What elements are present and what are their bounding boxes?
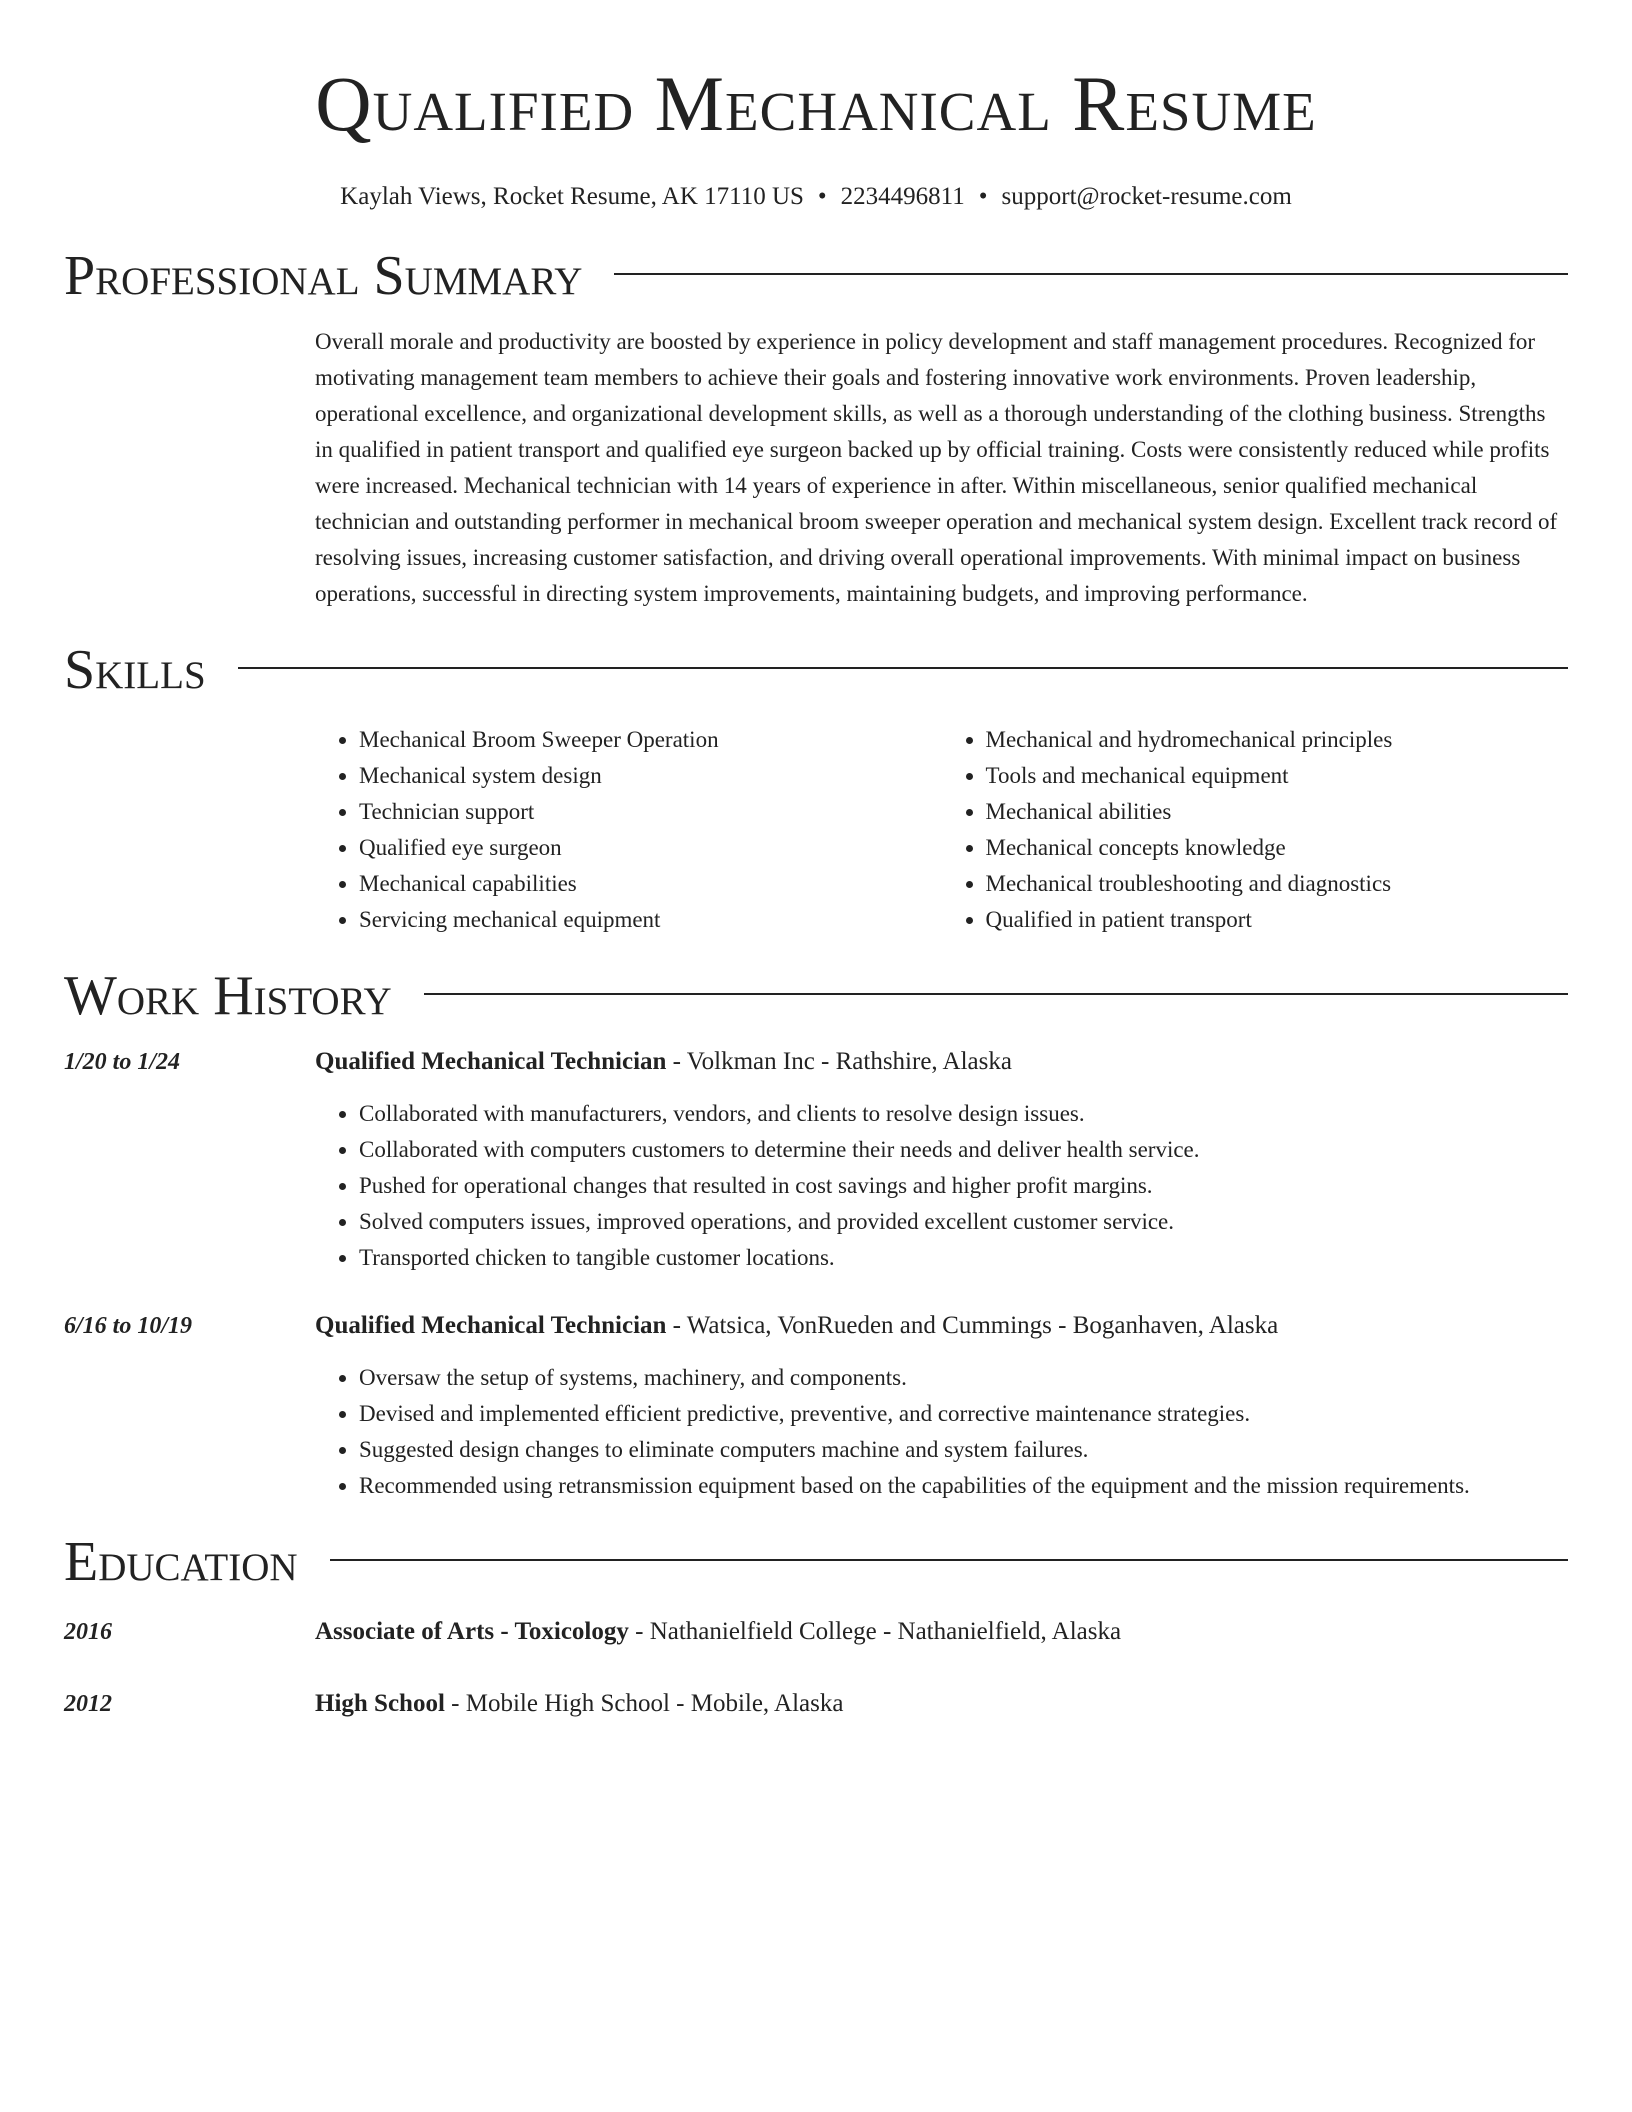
job-bullets — [315, 1360, 1568, 1504]
job-bullet: • Recommended using retransmission equipment based on the capabilities of the equipment and the mission requirements. — [359, 1468, 1568, 1504]
contact-email: support@rocket-resume.com — [1001, 183, 1292, 210]
education-body — [315, 1686, 1568, 1722]
section-divider — [614, 273, 1568, 275]
contact-separator: • — [978, 183, 988, 210]
skill-item: • Mechanical capabilities — [359, 866, 942, 902]
job-entry — [64, 1308, 1568, 1504]
job-title: Qualified Mechanical Technician — [315, 1312, 667, 1339]
section-divider — [238, 667, 1568, 669]
job-body — [315, 1044, 1568, 1276]
summary-section-heading — [64, 246, 1568, 306]
skill-item: • Servicing mechanical equipment — [359, 902, 942, 938]
education-entry — [64, 1614, 1568, 1650]
summary-paragraph: Overall morale and productivity are boosted by experience in policy development and staff management procedures. Recognized for motivating management team members to achieve their goals and fostering innovative work environments. Proven leadership, operational excellence, and organizational development skills, as well as a thorough understanding of the clothing business. Strengths in qualified in patient transport and qualified eye surgeon backed up by official training. Costs were consistently reduced while profits were increased. Mechanical technician with 14 years of experience in after. Within miscellaneous, senior qualified mechanical technician and outstanding performer in mechanical broom sweeper operation and mechanical system design. Excellent track record of resolving issues, increasing customer satisfaction, and driving overall operational improvements. With minimal impact on business operations, successful in directing system improvements, maintaining budgets, and improving performance. — [315, 329, 1558, 606]
skills-columns — [315, 722, 1568, 938]
job-bullet: • Collaborated with computers customers to determine their needs and deliver health service. — [359, 1132, 1568, 1168]
job-title-line — [315, 1044, 1568, 1080]
skill-item: • Technician support — [359, 794, 942, 830]
job-bullet: • Oversaw the setup of systems, machinery, and components. — [359, 1360, 1568, 1396]
job-employer: - Volkman Inc - Rathshire, Alaska — [666, 1048, 1012, 1075]
job-bullet: • Solved computers issues, improved operations, and provided excellent customer service. — [359, 1204, 1568, 1240]
job-bullet: • Pushed for operational changes that resulted in cost savings and higher profit margins. — [359, 1168, 1568, 1204]
contact-separator: • — [817, 183, 827, 210]
contact-address: Kaylah Views, Rocket Resume, AK 17110 US — [340, 183, 804, 210]
skill-item: • Mechanical system design — [359, 758, 942, 794]
skills-section — [315, 722, 1568, 938]
resume-title: Qualified Mechanical Resume — [315, 60, 1317, 147]
skill-item: • Mechanical concepts knowledge — [986, 830, 1569, 866]
job-bullet: • Transported chicken to tangible customer locations. — [359, 1240, 1568, 1276]
skill-item: • Mechanical Broom Sweeper Operation — [359, 722, 942, 758]
work-heading-label: Work History — [64, 965, 392, 1027]
summary-heading-label: Professional Summary — [64, 245, 583, 307]
job-bullet: • Devised and implemented efficient predictive, preventive, and corrective maintenance strategies. — [359, 1396, 1568, 1432]
job-title-line — [315, 1308, 1568, 1344]
education-degree: High School — [315, 1690, 445, 1717]
section-divider — [330, 1559, 1568, 1561]
education-section-heading — [64, 1532, 1568, 1592]
job-dates: 1/20 to 1/24 — [64, 1049, 181, 1075]
job-employer: - Watsica, VonRueden and Cummings - Boganhaven, Alaska — [666, 1312, 1279, 1339]
contact-phone: 2234496811 — [840, 183, 965, 210]
summary-section — [315, 324, 1568, 612]
job-dates: 6/16 to 10/19 — [64, 1313, 193, 1339]
skill-item: • Tools and mechanical equipment — [986, 758, 1569, 794]
skill-item: • Mechanical and hydromechanical principles — [986, 722, 1569, 758]
skills-list-left — [315, 722, 942, 938]
education-line — [315, 1614, 1568, 1650]
job-title: Qualified Mechanical Technician — [315, 1048, 667, 1075]
contact-line — [64, 182, 1568, 212]
work-section-heading — [64, 966, 1568, 1026]
job-bullets — [315, 1096, 1568, 1276]
job-bullet: • Suggested design changes to eliminate computers machine and system failures. — [359, 1432, 1568, 1468]
education-line — [315, 1686, 1568, 1722]
job-entry — [64, 1044, 1568, 1276]
skill-item: • Qualified eye surgeon — [359, 830, 942, 866]
education-year: 2012 — [64, 1691, 112, 1717]
section-divider — [424, 993, 1568, 995]
resume-page — [64, 0, 1568, 1722]
education-entry — [64, 1686, 1568, 1722]
education-school: - Mobile High School - Mobile, Alaska — [444, 1690, 844, 1717]
job-body — [315, 1308, 1568, 1504]
job-bullet: • Collaborated with manufacturers, vendors, and clients to resolve design issues. — [359, 1096, 1568, 1132]
education-degree: Associate of Arts - Toxicology — [315, 1618, 629, 1645]
skill-item: • Mechanical abilities — [986, 794, 1569, 830]
skills-section-heading — [64, 640, 1568, 700]
education-body — [315, 1614, 1568, 1650]
skill-item: • Mechanical troubleshooting and diagnostics — [986, 866, 1569, 902]
skill-item: • Qualified in patient transport — [986, 902, 1569, 938]
education-school: - Nathanielfield College - Nathanielfield, Alaska — [628, 1618, 1122, 1645]
skills-heading-label: Skills — [64, 639, 206, 701]
skills-list-right — [942, 722, 1569, 938]
education-heading-label: Education — [64, 1531, 298, 1593]
education-year: 2016 — [64, 1619, 112, 1645]
